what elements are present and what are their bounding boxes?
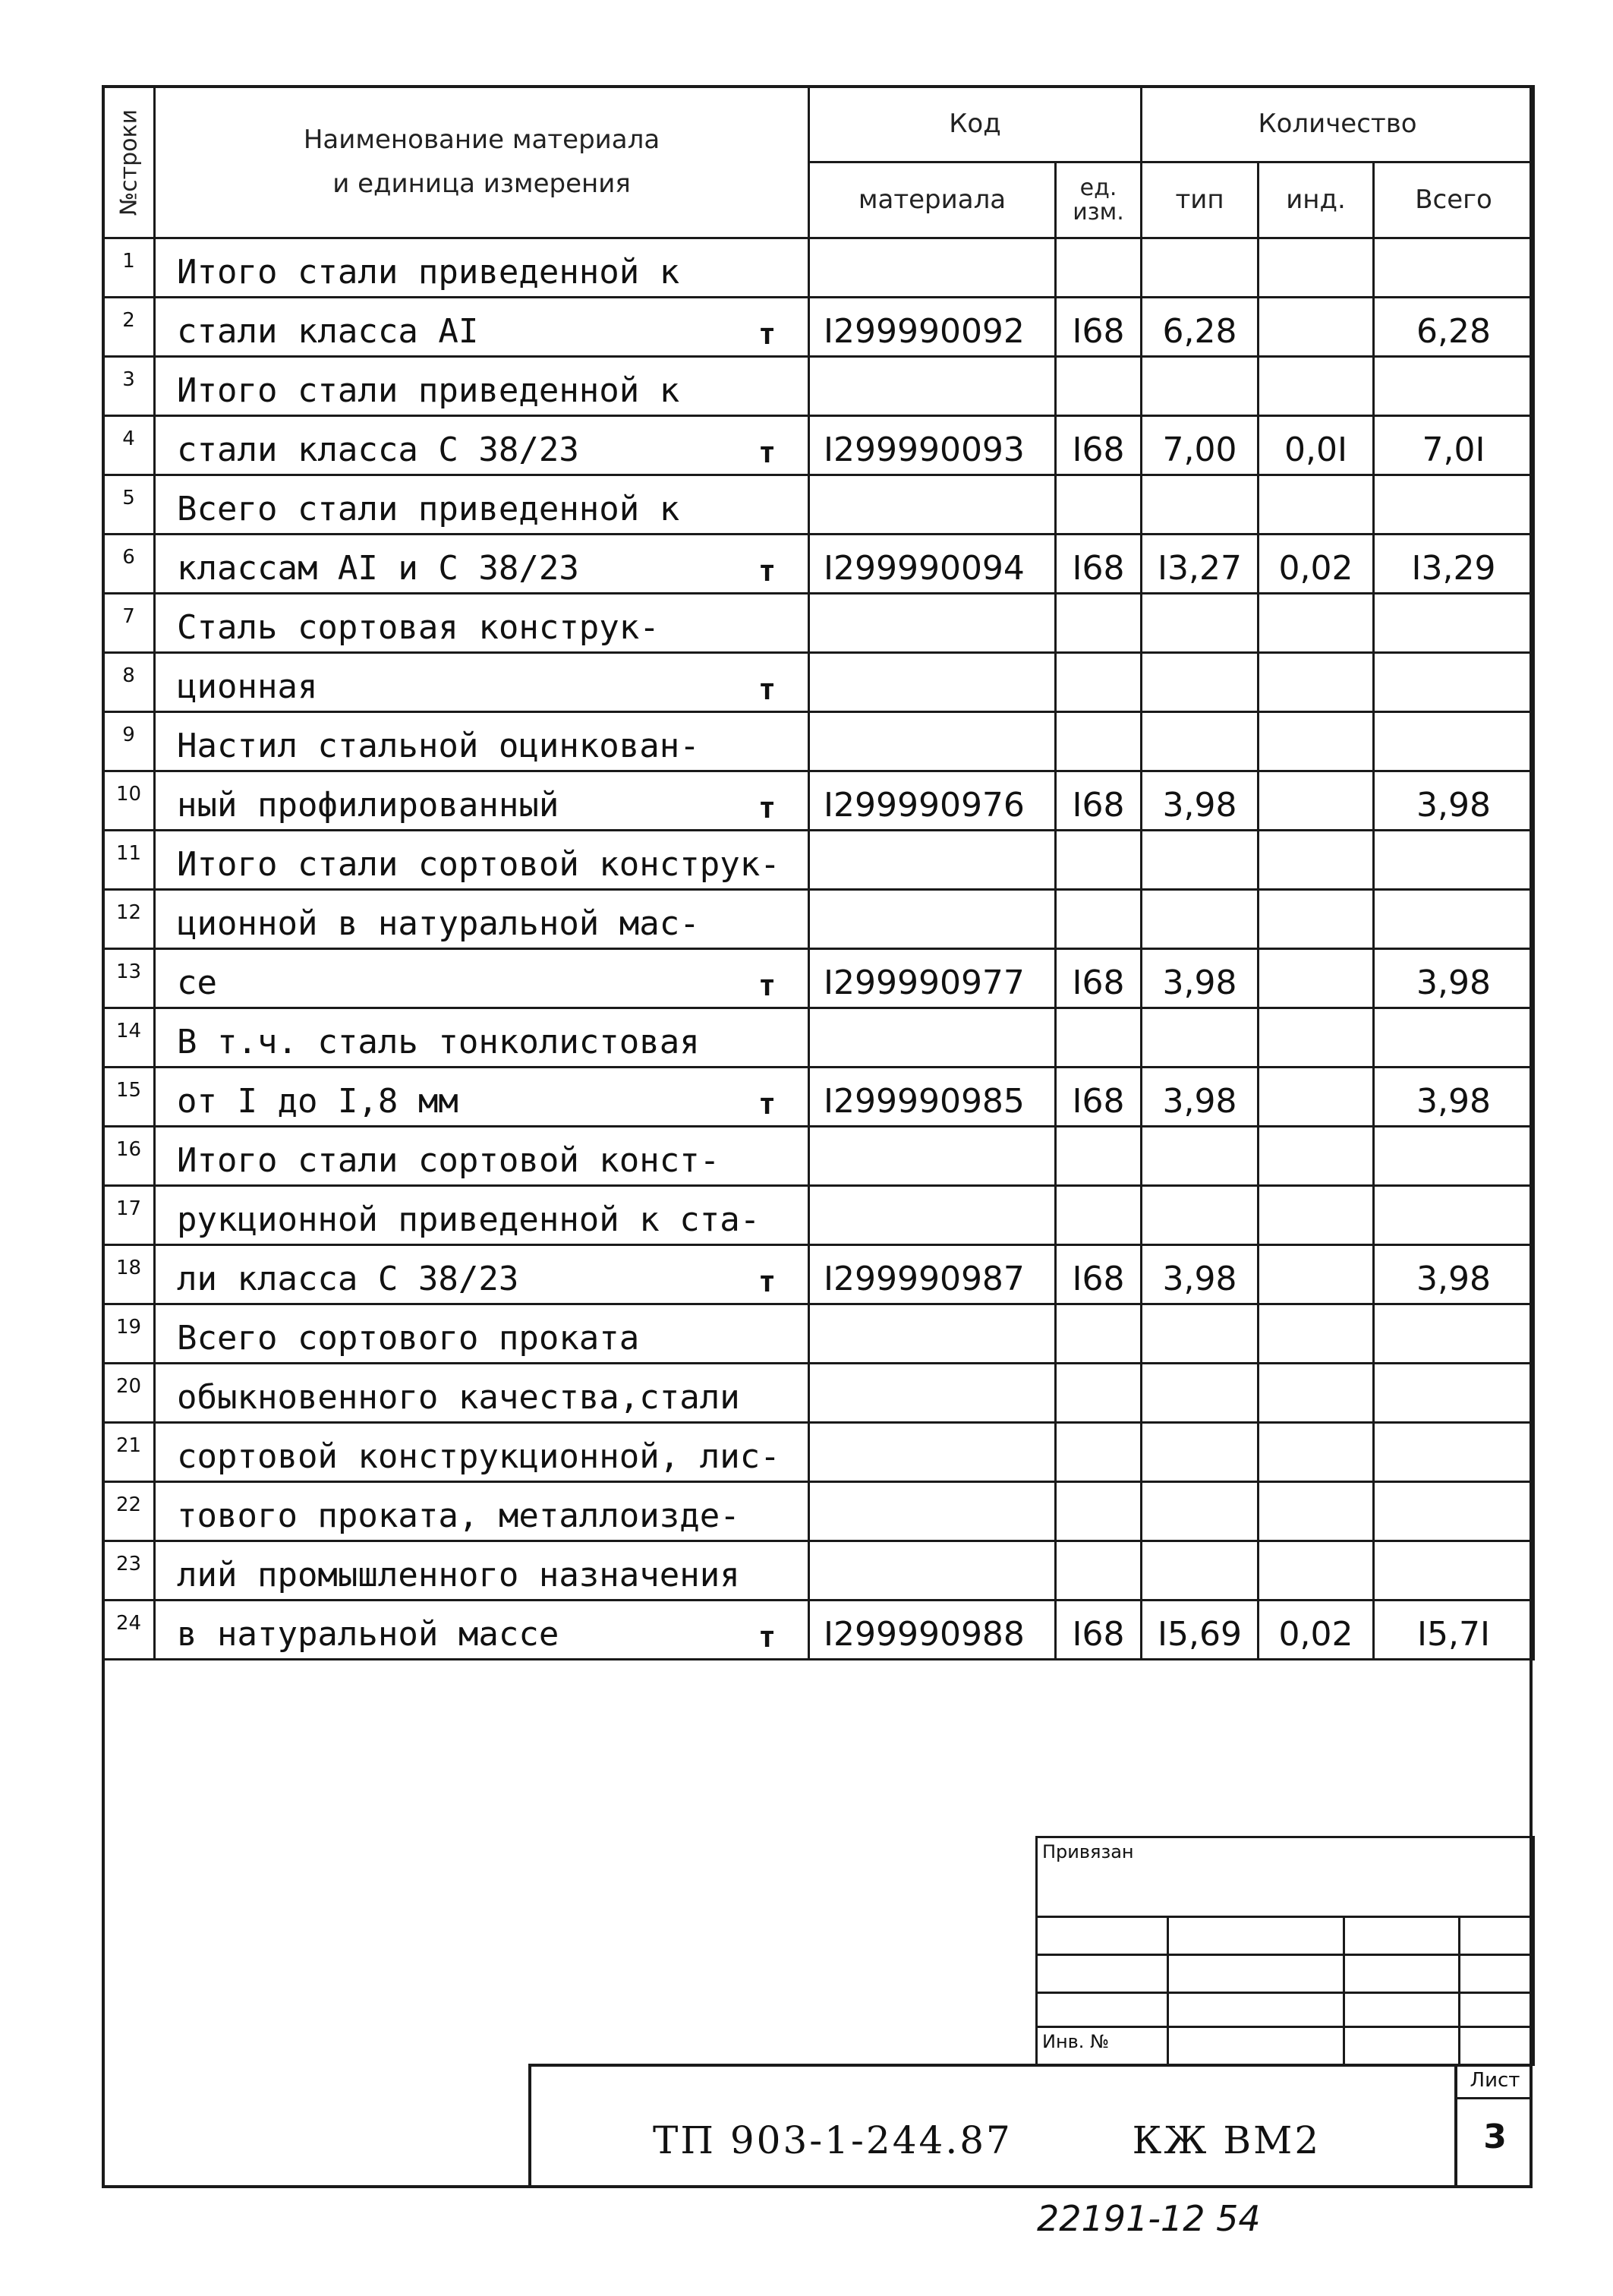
qty-ind-value: [1259, 771, 1374, 831]
header-code-group: Код: [809, 87, 1142, 162]
qty-ind-value: [1259, 594, 1374, 653]
material-code: I299990988: [809, 1601, 1056, 1660]
material-name: [155, 416, 809, 475]
qty-type-value: 3,98: [1142, 1245, 1259, 1304]
material-code: [809, 890, 1056, 949]
qty-type-value: [1142, 1304, 1259, 1364]
qty-ind-value: [1259, 712, 1374, 771]
unit-code: I68: [1056, 298, 1142, 357]
qty-type-value: I3,27: [1142, 535, 1259, 594]
qty-ind-value: [1259, 1186, 1374, 1245]
row-number: 10: [103, 771, 155, 831]
stamp-cell: [1168, 1917, 1344, 1955]
qty-total-value: [1374, 653, 1534, 712]
header-material-name-line1: Наименование материала: [303, 124, 660, 155]
unit-of-measure: т: [758, 969, 776, 1002]
stamp-cell: [1037, 1993, 1168, 2027]
unit-code: [1056, 890, 1142, 949]
qty-ind-value: 0,02: [1259, 1601, 1374, 1660]
material-name-text: тового проката, металлоизде-: [177, 1496, 740, 1535]
material-name: [155, 1245, 809, 1304]
material-code: [809, 1541, 1056, 1601]
material-name: [155, 238, 809, 298]
row-number: 12: [103, 890, 155, 949]
material-code: [809, 357, 1056, 416]
handwritten-note: 22191-12 54: [1037, 2198, 1261, 2239]
unit-code: I68: [1056, 1601, 1142, 1660]
material-name: [155, 357, 809, 416]
qty-total-value: [1374, 1541, 1534, 1601]
unit-of-measure: т: [758, 1087, 776, 1121]
qty-type-value: [1142, 712, 1259, 771]
qty-type-value: [1142, 1127, 1259, 1186]
table-row: [103, 238, 1534, 298]
table-row: [103, 1068, 1534, 1127]
qty-total-value: 3,98: [1374, 771, 1534, 831]
material-code: [809, 1008, 1056, 1068]
table-row: [103, 1482, 1534, 1541]
qty-total-value: [1374, 712, 1534, 771]
unit-code: [1056, 712, 1142, 771]
qty-total-value: [1374, 1423, 1534, 1482]
header-code-material: материала: [809, 162, 1056, 238]
material-name-text: рукционной приведенной к ста-: [177, 1200, 761, 1239]
unit-code: I68: [1056, 1068, 1142, 1127]
stamp-cell: [1344, 2027, 1460, 2065]
material-name-text: Всего сортового проката: [177, 1319, 640, 1358]
qty-type-value: [1142, 594, 1259, 653]
qty-type-value: [1142, 1482, 1259, 1541]
qty-type-value: [1142, 238, 1259, 298]
document-number: [653, 2118, 1321, 2162]
material-name-text: стали класса С 38/23: [177, 430, 579, 469]
attachment-stamp: [1035, 1836, 1535, 2066]
qty-total-value: [1374, 357, 1534, 416]
header-code-unit-line2: изм.: [1073, 198, 1124, 226]
qty-ind-value: [1259, 1541, 1374, 1601]
material-name: [155, 771, 809, 831]
unit-code: [1056, 1304, 1142, 1364]
row-number: 20: [103, 1364, 155, 1423]
material-name: [155, 653, 809, 712]
row-number: 9: [103, 712, 155, 771]
material-code: I299990094: [809, 535, 1056, 594]
material-name: [155, 1541, 809, 1601]
qty-type-value: [1142, 1008, 1259, 1068]
header-material-name: [155, 87, 809, 238]
material-name-text: лий промышленного назначения: [177, 1556, 740, 1594]
material-name-text: сортовой конструкционной, лис-: [177, 1437, 780, 1476]
material-rows: [103, 238, 1534, 1660]
material-code: [809, 653, 1056, 712]
unit-code: [1056, 1127, 1142, 1186]
material-code: [809, 831, 1056, 890]
material-name-text: от I до I,8 мм: [177, 1082, 458, 1121]
qty-ind-value: [1259, 653, 1374, 712]
qty-type-value: [1142, 1364, 1259, 1423]
qty-type-value: [1142, 890, 1259, 949]
material-code: [809, 1304, 1056, 1364]
table-row: [103, 1364, 1534, 1423]
material-code: I299990987: [809, 1245, 1056, 1304]
table-row: [103, 653, 1534, 712]
unit-code: I68: [1056, 1245, 1142, 1304]
material-name: [155, 712, 809, 771]
qty-type-value: 3,98: [1142, 949, 1259, 1008]
material-name: [155, 1601, 809, 1660]
qty-ind-value: [1259, 1068, 1374, 1127]
row-number: 19: [103, 1304, 155, 1364]
unit-code: I68: [1056, 771, 1142, 831]
material-code: [809, 594, 1056, 653]
stamp-cell: [1037, 1955, 1168, 1993]
material-code: [809, 238, 1056, 298]
material-name: [155, 535, 809, 594]
header-material-name-line2: и единица измерения: [332, 168, 631, 199]
qty-type-value: 3,98: [1142, 771, 1259, 831]
qty-total-value: [1374, 1304, 1534, 1364]
unit-code: [1056, 357, 1142, 416]
unit-code: [1056, 594, 1142, 653]
header-code-unit: [1056, 162, 1142, 238]
qty-total-value: [1374, 1008, 1534, 1068]
stamp-cell: [1344, 1993, 1460, 2027]
material-name: [155, 1423, 809, 1482]
material-code: [809, 475, 1056, 535]
material-name-text: стали класса АI: [177, 312, 479, 351]
qty-ind-value: [1259, 949, 1374, 1008]
table-row: [103, 594, 1534, 653]
qty-ind-value: 0,02: [1259, 535, 1374, 594]
qty-total-value: [1374, 1482, 1534, 1541]
unit-of-measure: т: [758, 554, 776, 588]
qty-type-value: [1142, 1423, 1259, 1482]
qty-ind-value: 0,0I: [1259, 416, 1374, 475]
table-row: [103, 1601, 1534, 1660]
header-quantity-group: Количество: [1142, 87, 1534, 162]
qty-ind-value: [1259, 1482, 1374, 1541]
qty-total-value: 3,98: [1374, 949, 1534, 1008]
unit-code: I68: [1056, 535, 1142, 594]
row-number: 17: [103, 1186, 155, 1245]
material-name-text: Настил стальной оцинкован-: [177, 727, 700, 765]
row-number: 2: [103, 298, 155, 357]
unit-of-measure: т: [758, 436, 776, 469]
row-number: 23: [103, 1541, 155, 1601]
material-code: I299990093: [809, 416, 1056, 475]
row-number: 6: [103, 535, 155, 594]
row-number: 8: [103, 653, 155, 712]
qty-type-value: 3,98: [1142, 1068, 1259, 1127]
material-name: [155, 1068, 809, 1127]
qty-type-value: [1142, 653, 1259, 712]
qty-type-value: [1142, 1541, 1259, 1601]
unit-of-measure: т: [758, 1620, 776, 1654]
stamp-cell: [1344, 1955, 1460, 1993]
qty-type-value: [1142, 1186, 1259, 1245]
document-code: ТП 903-1-244.87: [653, 2118, 1013, 2162]
row-number: 13: [103, 949, 155, 1008]
row-number: 21: [103, 1423, 155, 1482]
material-name: [155, 475, 809, 535]
qty-ind-value: [1259, 831, 1374, 890]
row-number: 11: [103, 831, 155, 890]
qty-total-value: 3,98: [1374, 1245, 1534, 1304]
qty-ind-value: [1259, 357, 1374, 416]
material-name: [155, 831, 809, 890]
qty-total-value: [1374, 1364, 1534, 1423]
qty-total-value: [1374, 475, 1534, 535]
material-name: [155, 1186, 809, 1245]
row-number: 18: [103, 1245, 155, 1304]
material-name: [155, 1364, 809, 1423]
qty-total-value: [1374, 1186, 1534, 1245]
unit-code: [1056, 1423, 1142, 1482]
sheet-label: Лист: [1457, 2064, 1533, 2099]
qty-total-value: I3,29: [1374, 535, 1534, 594]
material-name: [155, 890, 809, 949]
material-code: I299990985: [809, 1068, 1056, 1127]
material-name-text: ли класса С 38/23: [177, 1260, 519, 1298]
material-name-text: Итого стали сортовой конструк-: [177, 845, 780, 884]
header-qty-type: тип: [1142, 162, 1259, 238]
material-code: [809, 1186, 1056, 1245]
stamp-cell: [1460, 1955, 1534, 1993]
material-name-text: классам АI и С 38/23: [177, 549, 579, 588]
material-name: [155, 949, 809, 1008]
unit-code: I68: [1056, 416, 1142, 475]
row-number: 14: [103, 1008, 155, 1068]
material-name-text: обыкновенного качества,стали: [177, 1378, 740, 1417]
material-name: [155, 1008, 809, 1068]
header-qty-total: Всего: [1374, 162, 1534, 238]
material-name: [155, 1304, 809, 1364]
table-row: [103, 712, 1534, 771]
material-name: [155, 1127, 809, 1186]
qty-total-value: [1374, 1127, 1534, 1186]
stamp-cell: [1460, 2027, 1534, 2065]
material-name-text: ный профилированный: [177, 786, 559, 825]
qty-type-value: I5,69: [1142, 1601, 1259, 1660]
stamp-cell: [1460, 1993, 1534, 2027]
row-number: 5: [103, 475, 155, 535]
document-mark: КЖ ВМ2: [1132, 2118, 1322, 2162]
material-name-text: Итого стали приведенной к: [177, 371, 680, 410]
row-number: 1: [103, 238, 155, 298]
qty-type-value: [1142, 357, 1259, 416]
stamp-cell: [1168, 1955, 1344, 1993]
material-name-text: ционной в натуральной мас-: [177, 904, 700, 943]
table-row: [103, 831, 1534, 890]
material-name: [155, 594, 809, 653]
row-number: 4: [103, 416, 155, 475]
qty-ind-value: [1259, 298, 1374, 357]
row-number: 24: [103, 1601, 155, 1660]
material-name-text: се: [177, 964, 217, 1002]
material-code: I299990092: [809, 298, 1056, 357]
material-name-text: Итого стали сортовой конст-: [177, 1141, 720, 1180]
material-code: [809, 1364, 1056, 1423]
table-row: [103, 1423, 1534, 1482]
table-row: [103, 1127, 1534, 1186]
qty-total-value: 6,28: [1374, 298, 1534, 357]
unit-code: [1056, 1186, 1142, 1245]
qty-ind-value: [1259, 1364, 1374, 1423]
qty-type-value: 6,28: [1142, 298, 1259, 357]
material-name-text: В т.ч. сталь тонколистовая: [177, 1023, 700, 1061]
unit-of-measure: т: [758, 1265, 776, 1298]
qty-type-value: 7,00: [1142, 416, 1259, 475]
material-name-text: Всего стали приведенной к: [177, 490, 680, 528]
qty-ind-value: [1259, 1245, 1374, 1304]
material-name: [155, 298, 809, 357]
qty-total-value: [1374, 831, 1534, 890]
material-spec-table: [102, 85, 1535, 1660]
stamp-cell: [1460, 1917, 1534, 1955]
material-name-text: Сталь сортовая конструк-: [177, 608, 660, 647]
header-qty-ind: инд.: [1259, 162, 1374, 238]
stamp-cell: [1344, 1917, 1460, 1955]
stamp-cell: [1037, 1917, 1168, 1955]
qty-total-value: 7,0I: [1374, 416, 1534, 475]
qty-total-value: [1374, 594, 1534, 653]
material-name-text: в натуральной массе: [177, 1615, 559, 1654]
qty-total-value: [1374, 890, 1534, 949]
unit-code: [1056, 238, 1142, 298]
qty-ind-value: [1259, 1423, 1374, 1482]
table-row: [103, 535, 1534, 594]
qty-ind-value: [1259, 890, 1374, 949]
stamp-cell: [1168, 2027, 1344, 2065]
row-number: 7: [103, 594, 155, 653]
header-row-number: №строки: [103, 87, 155, 238]
material-code: I299990976: [809, 771, 1056, 831]
row-number: 3: [103, 357, 155, 416]
material-name-text: Итого стали приведенной к: [177, 253, 680, 292]
table-row: [103, 1008, 1534, 1068]
row-number: 22: [103, 1482, 155, 1541]
table-row: [103, 949, 1534, 1008]
unit-code: [1056, 831, 1142, 890]
table-row: [103, 1186, 1534, 1245]
qty-type-value: [1142, 475, 1259, 535]
sheet-box: [1454, 2064, 1533, 2188]
unit-of-measure: т: [758, 791, 776, 825]
table-row: [103, 357, 1534, 416]
sheet-number: 3: [1483, 2118, 1507, 2156]
unit-code: [1056, 475, 1142, 535]
qty-total-value: I5,7I: [1374, 1601, 1534, 1660]
unit-code: [1056, 1541, 1142, 1601]
unit-of-measure: т: [758, 673, 776, 706]
unit-code: [1056, 1482, 1142, 1541]
table-row: [103, 890, 1534, 949]
table-row: [103, 416, 1534, 475]
qty-ind-value: [1259, 1127, 1374, 1186]
stamp-cell: [1168, 1993, 1344, 2027]
unit-code: [1056, 1364, 1142, 1423]
inventory-number-label: Инв. №: [1037, 2027, 1168, 2065]
table-row: [103, 771, 1534, 831]
table-row: [103, 475, 1534, 535]
qty-ind-value: [1259, 1008, 1374, 1068]
qty-total-value: [1374, 238, 1534, 298]
attached-label: Привязан: [1037, 1837, 1534, 1917]
table-row: [103, 1304, 1534, 1364]
material-code: [809, 1482, 1056, 1541]
table-row: [103, 1245, 1534, 1304]
qty-ind-value: [1259, 238, 1374, 298]
material-name-text: ционная: [177, 667, 318, 706]
table-row: [103, 1541, 1534, 1601]
material-code: [809, 712, 1056, 771]
material-code: [809, 1423, 1056, 1482]
material-code: I299990977: [809, 949, 1056, 1008]
qty-type-value: [1142, 831, 1259, 890]
qty-total-value: 3,98: [1374, 1068, 1534, 1127]
unit-of-measure: т: [758, 317, 776, 351]
qty-ind-value: [1259, 475, 1374, 535]
unit-code: [1056, 653, 1142, 712]
qty-ind-value: [1259, 1304, 1374, 1364]
unit-code: [1056, 1008, 1142, 1068]
material-name: [155, 1482, 809, 1541]
row-number: 15: [103, 1068, 155, 1127]
header-code-unit-line1: ед.: [1079, 175, 1117, 201]
table-row: [103, 298, 1534, 357]
row-number: 16: [103, 1127, 155, 1186]
material-code: [809, 1127, 1056, 1186]
unit-code: I68: [1056, 949, 1142, 1008]
